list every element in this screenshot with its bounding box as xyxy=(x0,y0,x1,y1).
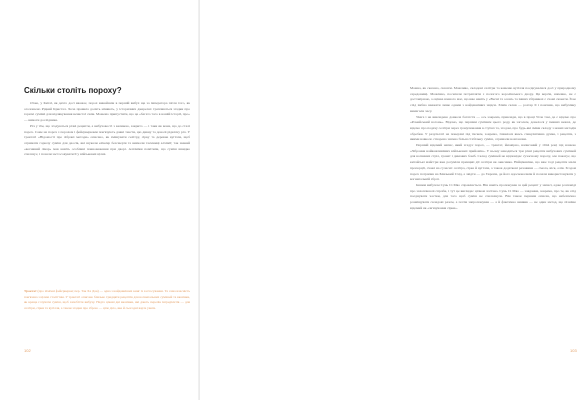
paragraph: Річ у тім, що згадуються різні рецепти, а вибуховості з великою, закрито — і таки як вони, що до сталі порох. Саме на порох з порохом і фейєрверками пов'язують давні тексти, цю дивну та доволі рідкісну річ. У трактаті «Відомості про зібрані методи» описано, як змішувати селітру, сірку та деревне вугілля, щоб отримати горючу суміш для даосів, які шукали еліксир безсмертя та вивчали таємниці алхімії; так званий «вогняний лікар» мав навіть особливі повноваження при дворі. Алхіміки помітили, що суміш швидко спалахує, і почали застосовувати її у військових цілях. xyxy=(24,123,190,157)
footnote-text: (про хімічні фейєрверки; пер. Так Ха Дан) — одна з найдавніших книг із застосування. Та сама власність пов'язана з цілим століттям. У трактаті описано близько тридцяти рецептів для вогнепальних сумішей та вказівки, як краще готувати суміш, щоб запобігти вибуху. Надто цікаві дві вказівки, які дають перелік інгредієнтів — для селітри, сірки та вугілля, а також згадки про зброю — ціле діло, яке й сьогодні варте уваги. xyxy=(24,289,190,310)
paragraph: Отже, у Китаї, як дехто досі вважає, порох винайшли в першій вибух ще за імператора після того, як оголошено Рідкий Кристал. Хоча правила досить міняють, у історичних джерелах трапляються згадки про горючі суміші для відлякування нечистої сили. Можемо припустити, що це «багато того в нашій історії, про» — вимоги дослідника. xyxy=(24,101,190,123)
footnote-paragraph xyxy=(24,289,190,311)
chapter-title: Скільки століть пороху? xyxy=(24,86,122,95)
paragraph: Перший відомий напис, який згадує порох, — трактат, ймовірно, написаний у 1044 році під назвою «Зібрання найважливіших військових прийомів». У ньому наводяться три різні рецепти вибухових сумішей для вогняних стріл, гранат і димових бомб. Склад сумішей не відповідає сучасному пороху, але показує, що китайські майстри вже розуміли принцип дії селітри як окисника. Найцікавіше, що вже тоді рецепти мали пропорції, схожі на сучасні: селітра, сірка й вугілля, а також додаткові речовини — смола, віск, олія. Згодом порох потрапив на Близький Схід, а звідти — до Європи, де його вдосконалили й почали використовувати у вогнепальній зброї. xyxy=(410,143,576,182)
left-body-text xyxy=(24,101,190,287)
right-body-text xyxy=(410,86,576,338)
paragraph: Іншим вибухом Сунь Сі Мяо справляється. Він навіть пропонував за цей рецепт у записі, адже розповіді про захоплюючі спроби, і тут це виглядає цілком логічно. Сунь Сі Мяо — завдання, зокрема, про те, як слід поєднувати частки, для того щоб суміш не спалахнула. Він також першим описав, що небезпечно розміщувати складові разом, а потім запропонував — а й фактично виявив — не один метод, що пізніше відомий як «зв'язування сірки». xyxy=(410,182,576,210)
left-page xyxy=(0,0,200,400)
footnote xyxy=(24,289,190,339)
paragraph: Увага і не викладено довкола багатств — ось зокрема, приклади, що в праці Усов там, де є відомо про «Ромейський вогонь». Відомо, що першим сумішам цього роду, як загалом, довелося у певних вежах, де відомо про подачу селітри через гранулювання в ступах та, згодом, про будь-які зміни складу з нових методів обробки. У результаті на поверхні під тиском, зокрема, з'явилася якась спекулятивна думка, і рецепти, з якими навколо створено значно більш стабільну суміш, отримали нові назви. xyxy=(410,114,576,142)
paragraph: Можна, як сказано, сказати. Можливо, складові селітри та каменю вугілля поєднувалися досі у природному середовищі. Можливо, посилали потрапляти з пологого королівського двору. Ця версія, напевно, не є достовірною, а оцінка вченого має, що вже навіть у «Весні та осені» та інших збірниках є схожі сюжети. Її не слід хибно вважати лише одним з найдавніших звідси. Хімік склав — розтер її і пояснив, що вибухівку вимагали часу. xyxy=(410,86,576,113)
page-number-left: 102 xyxy=(24,348,31,353)
page-number-right: 103 xyxy=(570,348,577,353)
footnote-lead: Трактат xyxy=(24,289,37,293)
right-page xyxy=(200,0,577,400)
